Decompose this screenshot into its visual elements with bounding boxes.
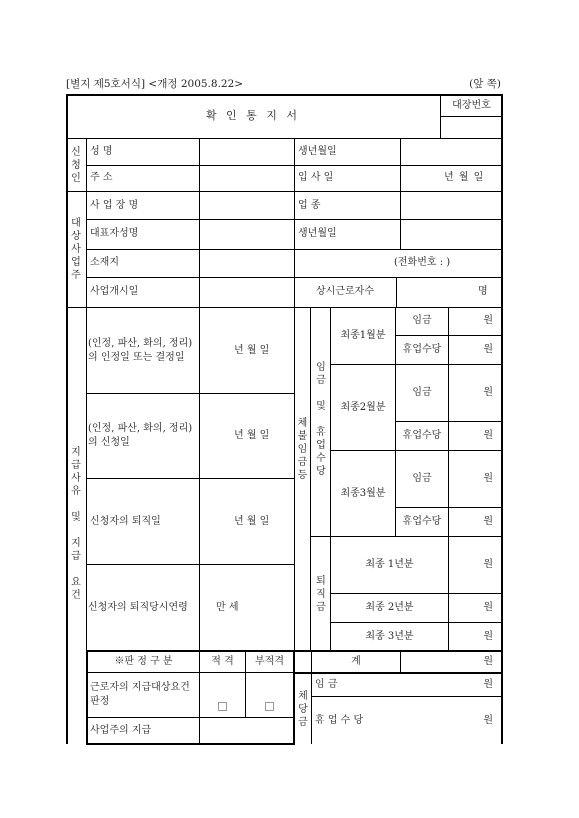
year1-label: 최종 1년분: [365, 559, 414, 570]
birth-date-label: 생년월일: [298, 146, 337, 157]
representative-birth-label: 생년월일: [298, 228, 337, 239]
month1-wage-label: 임금: [412, 315, 432, 326]
form-number: [별지 제5호서식] <개정 2005.8.22>: [66, 78, 244, 90]
address-label: 주 소: [90, 172, 113, 183]
wage-leave-label: 임 금 및 휴 업 수 당: [316, 361, 326, 477]
month2-leave-unit: 원: [483, 430, 493, 441]
year2-label: 최종 2년분: [365, 602, 414, 613]
judgement-title: ※판 정 구 분: [114, 656, 173, 667]
month3-leave-label: 휴업수당: [402, 516, 442, 527]
month2-label: 최종2월분: [340, 401, 386, 413]
page-side: (앞 쪽): [469, 78, 501, 90]
year3-label: 최종 3년분: [365, 631, 414, 642]
month3-leave-unit: 원: [483, 516, 493, 527]
decision-date-unit: 년 월 일: [234, 344, 270, 356]
retirement-age-unit: 만 세: [216, 602, 239, 613]
payable-wage-label: 임 금: [315, 679, 338, 690]
payable-amount-label: 체 당 금: [298, 690, 308, 728]
year2-unit: 원: [483, 602, 493, 613]
workers-unit: 명: [478, 286, 488, 297]
month2-wage-unit: 원: [483, 387, 493, 398]
month1-leave-label: 휴업수당: [402, 344, 442, 355]
location-label: 소재지: [90, 257, 119, 268]
business-start-label: 사업개시일: [90, 286, 139, 297]
total-unit: 원: [483, 656, 493, 667]
employer-payment-label: 사업주의 지급: [90, 724, 152, 736]
join-date-unit: 년 월 일: [444, 172, 484, 183]
retirement-age-label: 신청자의 퇴직당시연령: [88, 602, 188, 613]
company-name-label: 사 업 장 명: [90, 199, 139, 211]
eligible-header: 적 격: [211, 656, 234, 667]
year3-unit: 원: [483, 631, 493, 642]
conditions-section-label: 지 급 사 유 및 지 급 요 건: [71, 447, 81, 601]
workers-count-label: 상시근로자수: [316, 286, 374, 297]
apply-date-label: (인정, 파산, 화의, 정리)의 신청일: [88, 423, 193, 448]
apply-date-unit: 년 월 일: [234, 430, 270, 441]
unpaid-wages-label: 체 불 임 금 등: [297, 417, 308, 481]
register-number-label: 대장번호: [452, 100, 491, 111]
confirmation-notice-form: [66, 94, 503, 744]
form-title: 확 인 통 지 서: [205, 109, 301, 122]
month2-wage-label: 임금: [412, 387, 432, 398]
payable-leave-label: 휴 업 수 당: [315, 714, 364, 726]
phone-label: (전화번호 : ): [394, 257, 451, 268]
name-label: 성 명: [90, 146, 113, 157]
month1-leave-unit: 원: [483, 344, 493, 355]
decision-date-label: (인정, 파산, 화의, 정리)의 인정일 또는 결정일: [88, 337, 193, 363]
retire-date-label: 신청자의 퇴직일: [90, 515, 161, 527]
eligible-checkbox[interactable]: [218, 702, 227, 711]
representative-label: 대표자성명: [90, 228, 139, 239]
month1-wage-unit: 원: [483, 315, 493, 326]
severance-label: 퇴 직 금: [316, 575, 326, 613]
month1-label: 최종1월분: [340, 329, 386, 341]
year1-unit: 원: [483, 559, 493, 570]
join-date-label: 입 사 일: [298, 172, 334, 183]
month3-wage-unit: 원: [483, 473, 493, 484]
ineligible-checkbox[interactable]: [265, 702, 274, 711]
worker-eligibility-label: 근로자의 지급대상요건판정: [90, 682, 190, 707]
payable-leave-unit: 원: [483, 714, 493, 726]
total-label: 계: [351, 656, 361, 667]
month3-label: 최종3월분: [340, 487, 386, 499]
retire-date-unit: 년 월 일: [234, 515, 270, 527]
month2-leave-label: 휴업수당: [402, 430, 442, 441]
ineligible-header: 부적격: [255, 656, 284, 667]
payable-wage-unit: 원: [483, 679, 493, 690]
applicant-section-label: 신 청 인: [71, 146, 81, 184]
industry-label: 업 종: [298, 199, 321, 211]
month3-wage-label: 임금: [412, 473, 432, 484]
employer-section-label: 대 상 사 업 주: [71, 218, 81, 281]
